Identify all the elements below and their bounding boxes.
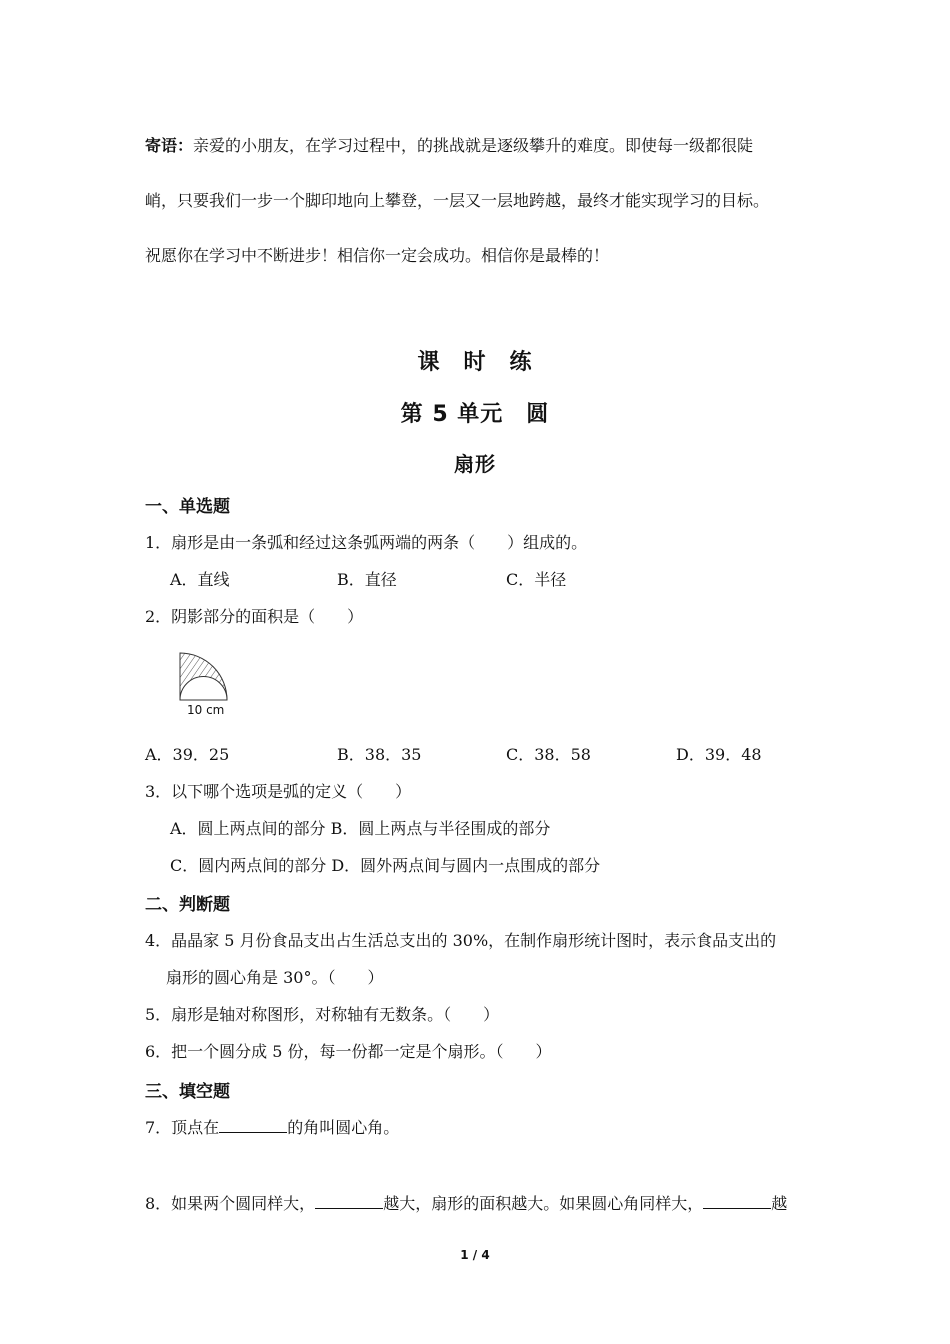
page-number: 1 / 4 <box>460 1248 490 1262</box>
question-3: 3．以下哪个选项是弧的定义（ ） <box>145 782 412 801</box>
question-4-line-2: 扇形的圆心角是 30°。（ ） <box>166 968 384 987</box>
q8-text-3: 越 <box>771 1194 788 1213</box>
unit-title: 第 5 单元 圆 <box>400 402 550 427</box>
q7-text-before: 7．顶点在 <box>145 1118 220 1137</box>
q2-option-a: A．39．25 <box>145 745 230 764</box>
section-single-choice: 一、单选题 <box>145 497 230 517</box>
q2-figure-label: 10 cm <box>187 703 225 717</box>
topic-title: 扇形 <box>454 452 496 476</box>
question-6: 6．把一个圆分成 5 份，每一份都一定是个扇形。（ ） <box>145 1042 552 1061</box>
section-true-false: 二、判断题 <box>145 895 230 915</box>
intro-line-2: 峭，只要我们一步一个脚印地向上攀登，一层又一层地跨越，最终才能实现学习的目标。 <box>145 191 770 210</box>
question-7 <box>145 1115 399 1138</box>
intro-line-1 <box>145 133 753 156</box>
question-2: 2．阴影部分的面积是（ ） <box>145 607 364 626</box>
q2-option-d: D．39．48 <box>676 745 762 764</box>
q8-text-1: 8．如果两个圆同样大， <box>145 1194 316 1213</box>
intro-text-1: 亲爱的小朋友，在学习过程中，的挑战就是逐级攀升的难度。即使每一级都很陡 <box>193 136 754 155</box>
section-fill-blank: 三、填空题 <box>145 1082 230 1102</box>
question-8 <box>145 1191 787 1214</box>
q8-blank-2[interactable] <box>703 1194 771 1209</box>
q1-option-c: C．半径 <box>506 570 567 589</box>
q7-blank[interactable] <box>219 1118 287 1133</box>
question-1: 1．扇形是由一条弧和经过这条弧两端的两条（ ）组成的。 <box>145 533 588 552</box>
q8-blank-1[interactable] <box>315 1194 383 1209</box>
q3-options-ab: A．圆上两点间的部分 B．圆上两点与半径围成的部分 <box>170 819 551 838</box>
q1-option-a: A．直线 <box>170 570 230 589</box>
q8-text-2: 越大，扇形的面积越大。如果圆心角同样大， <box>383 1194 704 1213</box>
q1-option-b: B．直径 <box>337 570 397 589</box>
intro-line-3: 祝愿你在学习中不断进步！相信你一定会成功。相信你是最棒的！ <box>145 246 610 265</box>
page-title: 课 时 练 <box>417 350 533 375</box>
q2-option-b: B．38．35 <box>337 745 422 764</box>
q2-option-c: C．38．58 <box>506 745 591 764</box>
q7-text-after: 的角叫圆心角。 <box>287 1118 400 1137</box>
intro-label: 寄语： <box>145 136 194 155</box>
q3-options-cd: C．圆内两点间的部分 D．圆外两点间与圆内一点围成的部分 <box>170 856 601 875</box>
question-4-line-1: 4．晶晶家 5 月份食品支出占生活总支出的 30%，在制作扇形统计图时，表示食品支出的 <box>145 931 777 950</box>
question-5: 5．扇形是轴对称图形，对称轴有无数条。（ ） <box>145 1005 500 1024</box>
